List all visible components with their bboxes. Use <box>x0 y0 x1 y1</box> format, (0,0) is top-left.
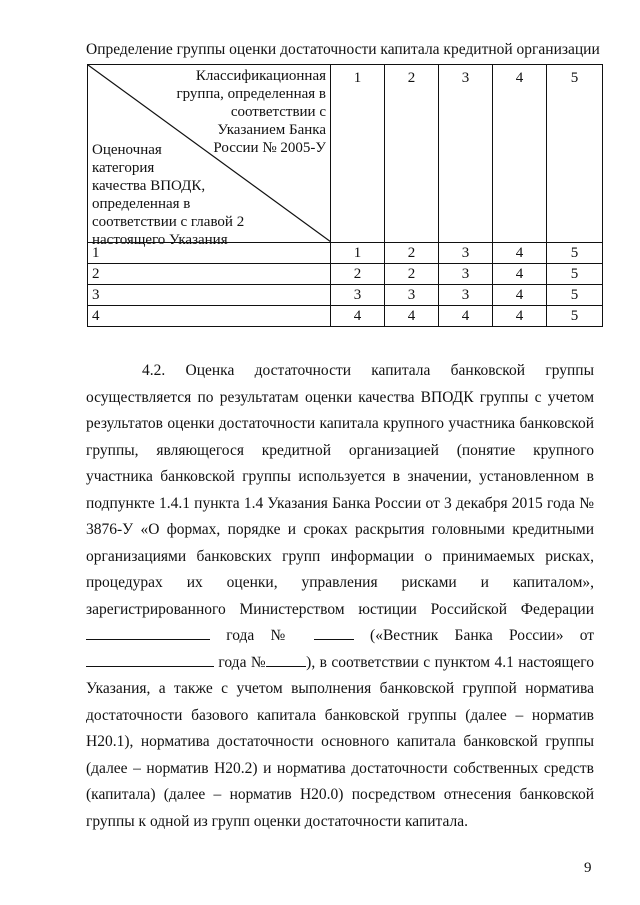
diagonal-header-cell <box>88 65 331 248</box>
table-cell: 4 <box>439 306 493 327</box>
paragraph-4-2 <box>86 358 594 835</box>
table-cell: 5 <box>547 243 603 264</box>
column-header: 2 <box>385 65 439 243</box>
table-cell: 4 <box>493 264 547 285</box>
table-cell: 2 <box>385 243 439 264</box>
table-cell: 3 <box>439 243 493 264</box>
assessment-category-label: Оценочная категория качества ВПОДК, определенная в соответствии с главой 2 настоящего Указания <box>92 142 245 248</box>
paragraph-text-part-1: Оценка достаточности капитала банковской группы осуществляется по результатам оценки качества ВПОДК группы с учетом результатов оценки достаточности капитала крупного участника банковской группы, являющегося кредитной организацией (понятие крупного участника банковской группы используется в значении, установленном в подпункте 1.4.1 пункта 1.4 Указания Банка России от 3 декабря 2015 года № 3876-У «О формах, порядке и сроках раскрытия головными кредитными организациями банковских групп информации о принимаемых рисках, процедурах их оценки, управления рисками и капиталом», зарегистрированного Министерством юстиции Российской Федерации <box>86 362 594 618</box>
year-number-label-2: года № <box>218 653 267 671</box>
table-cell: 5 <box>547 306 603 327</box>
table-cell: 5 <box>547 264 603 285</box>
paragraph-text-part-2: ), в соответствии с пунктом 4.1 настоящего Указания, а также с учетом выполнения банковской группой норматива достаточности базового капитала банковской группы (далее – норматив Н20.1), норматива достаточности основного капитала банковской группы (далее – норматив Н20.2) и норматива достаточности собственных средств (капитала) (далее – норматив Н20.0) посредством отнесения банковской группы к одной из групп оценки достаточности капитала. <box>86 653 595 830</box>
column-header: 5 <box>547 65 603 243</box>
table-cell: 5 <box>547 285 603 306</box>
table-cell: 3 <box>439 264 493 285</box>
table-row <box>88 285 603 306</box>
table-cell: 4 <box>331 306 385 327</box>
row-label: 2 <box>88 264 331 285</box>
table-row <box>88 264 603 285</box>
row-label: 1 <box>88 243 331 264</box>
registration-number-blank <box>314 625 354 640</box>
column-header: 3 <box>439 65 493 243</box>
row-label: 3 <box>88 285 331 306</box>
vestnik-reference: («Вестник Банка России» от <box>370 627 595 644</box>
paragraph-number: 4.2. <box>142 362 166 379</box>
table-cell: 3 <box>385 285 439 306</box>
table-cell: 4 <box>385 306 439 327</box>
row-label: 4 <box>88 306 331 327</box>
capital-adequacy-table <box>87 64 603 327</box>
table-cell: 4 <box>493 243 547 264</box>
vestnik-number-blank <box>266 652 306 667</box>
table-header-row <box>88 65 603 243</box>
table-row <box>88 306 603 327</box>
table-cell: 3 <box>439 285 493 306</box>
column-header: 1 <box>331 65 385 243</box>
classification-group-label: Классификационная группа, определенная в соответствии с Указанием Банка России № 2005-У <box>176 68 326 156</box>
table-cell: 4 <box>493 285 547 306</box>
table-cell: 3 <box>331 285 385 306</box>
table-cell: 1 <box>331 243 385 264</box>
vestnik-date-blank <box>86 652 214 667</box>
column-header: 4 <box>493 65 547 243</box>
table-cell: 2 <box>385 264 439 285</box>
year-number-label: года № <box>226 627 298 644</box>
table-caption: Определение группы оценки достаточности капитала кредитной организации <box>86 41 600 58</box>
registration-date-blank <box>86 625 210 640</box>
table-cell: 2 <box>331 264 385 285</box>
table-cell: 4 <box>493 306 547 327</box>
page-number: 9 <box>584 860 592 876</box>
